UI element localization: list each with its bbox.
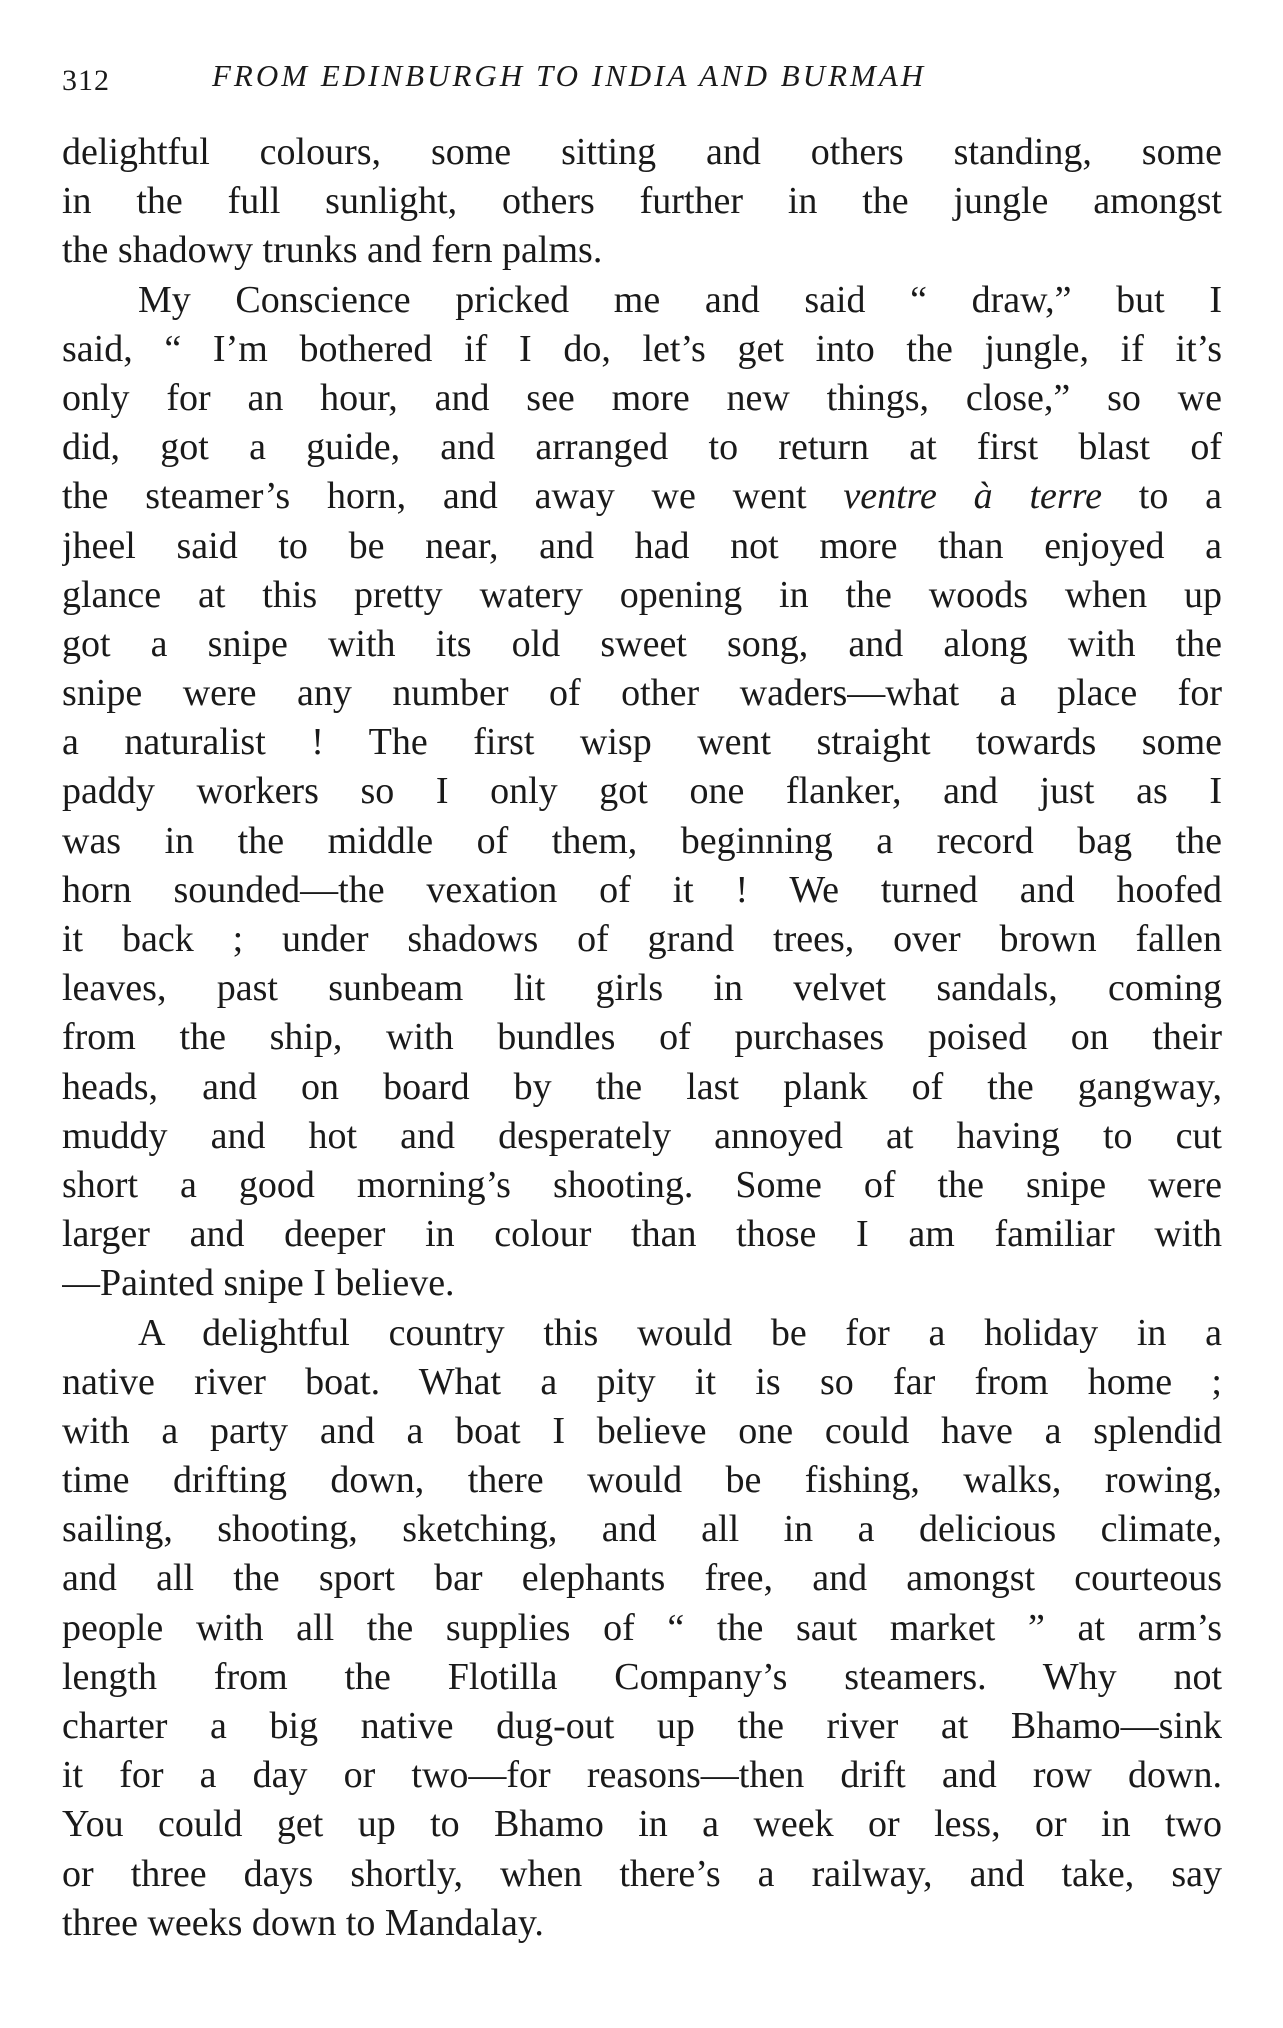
paragraph-2 — [62, 276, 1222, 1309]
text-line: —Painted snipe I believe. — [62, 1262, 455, 1305]
text-line: charter a big native dug-out up the river at Bhamo—sink — [62, 1705, 1222, 1747]
text-segment: to a — [1101, 475, 1222, 518]
text-line: it for a day or two—for reasons—then drift and row down. — [62, 1754, 1222, 1797]
body-text — [62, 128, 1222, 1948]
text-line: muddy and hot and desperately annoyed at having to cut — [62, 1114, 1222, 1157]
running-head — [62, 58, 1222, 102]
text-line: it back ; under shadows of grand trees, over brown fallen — [62, 918, 1222, 960]
text-line: a naturalist ! The first wisp went straight towards some — [62, 721, 1222, 764]
foreign-phrase: ventre à terre — [843, 475, 1102, 518]
text-line: native river boat. What a pity it is so far from home ; — [62, 1360, 1222, 1403]
text-line: leaves, past sunbeam lit girls in velvet sandals, coming — [62, 967, 1222, 1010]
text-line: and all the sport bar elephants free, and amongst courteous — [62, 1557, 1222, 1600]
text-line: only for an hour, and see more new things, close,” so we — [62, 376, 1222, 419]
text-line: the shadowy trunks and fern palms. — [62, 229, 603, 272]
text-line: short a good morning’s shooting. Some of the snipe were — [62, 1163, 1222, 1206]
text-line: time drifting down, there would be fishing, walks, rowing, — [62, 1459, 1222, 1502]
text-line: got a snipe with its old sweet song, and along with the — [62, 622, 1222, 665]
text-line: A delightful country this would be for a holiday in a — [138, 1311, 1222, 1354]
text-line: My Conscience pricked me and said “ draw,” but I — [138, 278, 1222, 321]
text-line: delightful colours, some sitting and others standing, some — [62, 131, 1222, 173]
text-line: said, “ I’m bothered if I do, let’s get into the jungle, if it’s — [62, 327, 1222, 370]
text-line: from the ship, with bundles of purchases poised on their — [62, 1016, 1222, 1059]
text-line: larger and deeper in colour than those I am familiar with — [62, 1213, 1222, 1256]
text-line: jheel said to be near, and had not more than enjoyed a — [62, 524, 1222, 567]
paragraph-1 — [62, 128, 1222, 276]
text-line: people with all the supplies of “ the saut market ” at arm’s — [62, 1606, 1222, 1649]
text-line: did, got a guide, and arranged to return at first blast of — [62, 426, 1222, 469]
text-line: heads, and on board by the last plank of the gangway, — [62, 1065, 1222, 1108]
text-line: with a party and a boat I believe one could have a splendid — [62, 1409, 1222, 1452]
text-line: glance at this pretty watery opening in the woods when up — [62, 573, 1222, 616]
text-line: was in the middle of them, beginning a record bag the — [62, 819, 1222, 862]
text-line-with-foreign-phrase — [62, 472, 1222, 521]
text-segment: the steamer’s horn, and away we went — [62, 475, 844, 518]
text-line: sailing, shooting, sketching, and all in a delicious climate, — [62, 1508, 1222, 1551]
running-title: FROM EDINBURGH TO INDIA AND BURMAH — [212, 58, 927, 93]
text-line: paddy workers so I only got one flanker, and just as I — [62, 770, 1222, 813]
text-line: three weeks down to Mandalay. — [62, 1901, 544, 1944]
paragraph-3 — [62, 1309, 1222, 1948]
text-line: snipe were any number of other waders—what a place for — [62, 672, 1222, 715]
text-line: or three days shortly, when there’s a railway, and take, say — [62, 1852, 1222, 1895]
text-line: length from the Flotilla Company’s steamers. Why not — [62, 1655, 1222, 1698]
text-line: horn sounded—the vexation of it ! We turned and hoofed — [62, 868, 1222, 911]
text-line: in the full sunlight, others further in the jungle amongst — [62, 180, 1222, 223]
text-line: You could get up to Bhamo in a week or less, or in two — [62, 1803, 1222, 1846]
page-number: 312 — [62, 64, 110, 97]
